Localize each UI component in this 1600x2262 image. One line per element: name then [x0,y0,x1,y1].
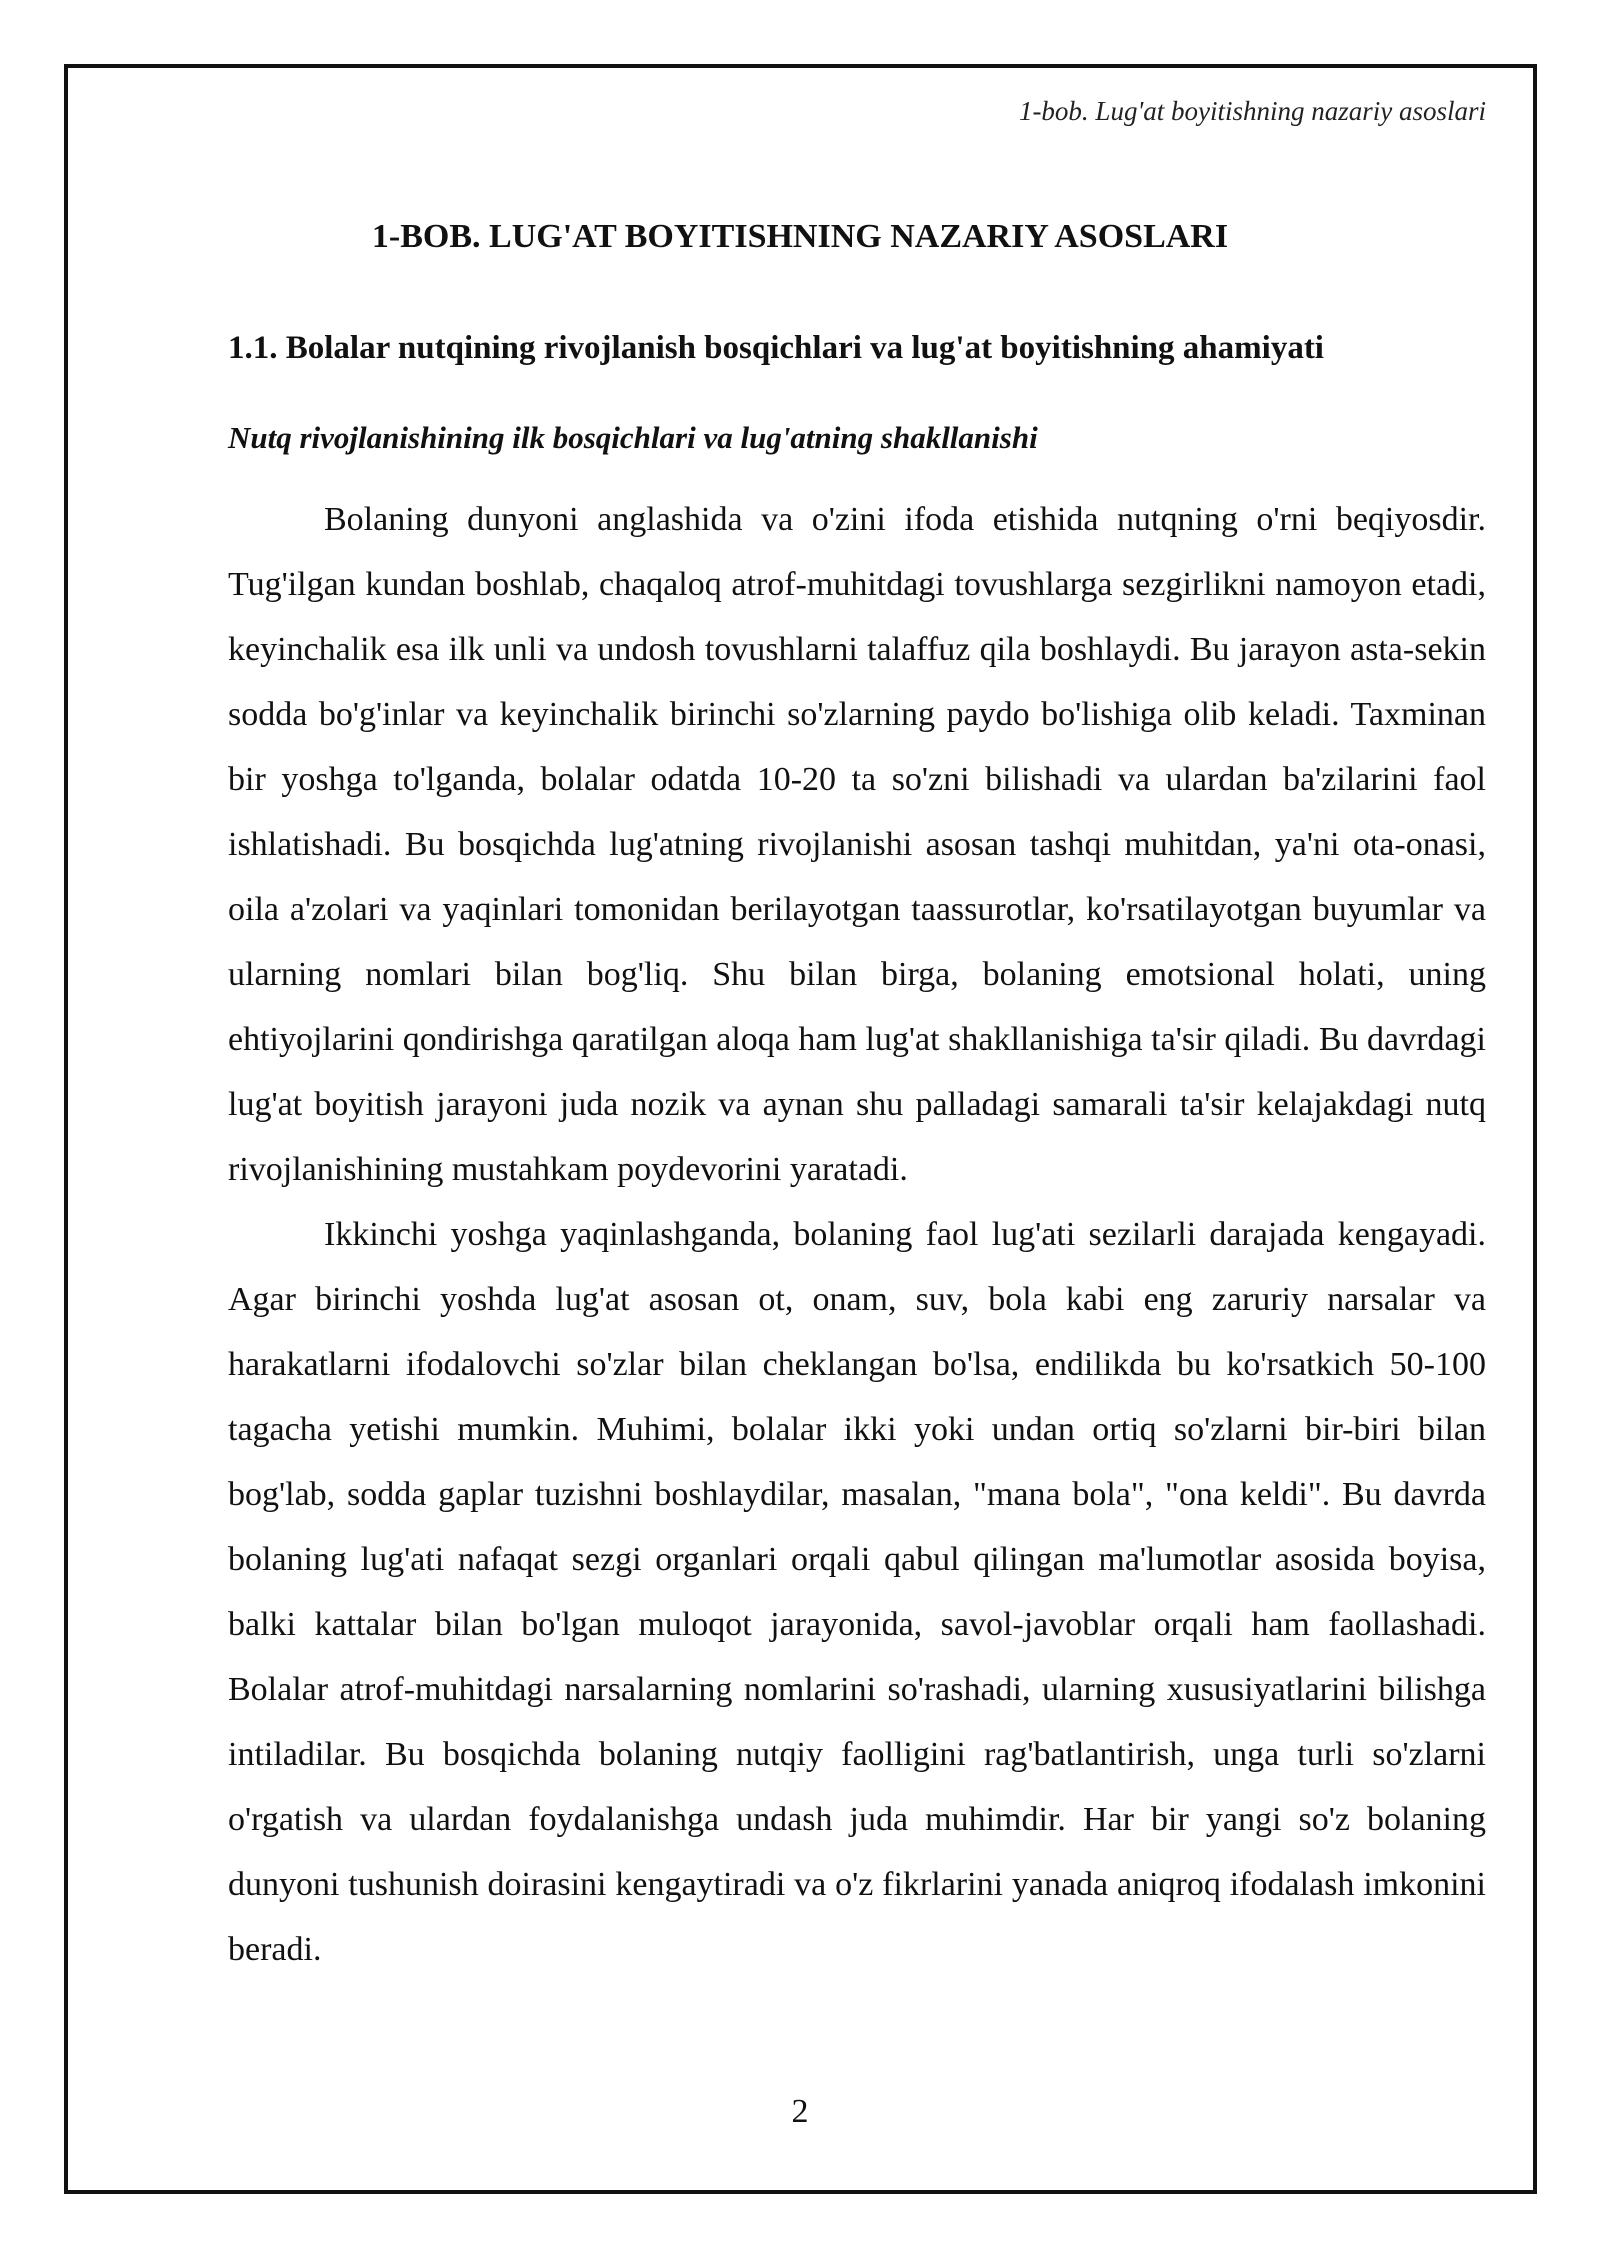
page-number: 2 [791,2093,809,2130]
body-text [228,487,1486,1982]
subsection-title: Nutq rivojlanishining ilk bosqichlari va lug'atning shakllanishi [228,420,1038,455]
body-paragraph: Bolaning dunyoni anglashida va o'zini ifoda etishida nutqning o'rni beqiyosdir. Tug'ilgan kundan boshlab, chaqaloq atrof-muhitdagi tovushlarga sezgirlikni namoyon etadi, keyinchalik esa ilk unli va undosh tovushlarni talaffuz qila boshlaydi. Bu jarayon asta-sekin sodda bo'g'inlar va keyinchalik birinchi so'zlarning paydo bo'lishiga olib keladi. Taxminan bir yoshga to'lganda, bolalar odatda 10-20 ta so'zni bilishadi va ulardan ba'zilarini faol ishlatishadi. Bu bosqichda lug'atning rivojlanishi asosan tashqi muhitdan, ya'ni ota-onasi, oila a'zolari va yaqinlari tomonidan berilayotgan taassurotlar, ko'rsatilayotgan buyumlar va ularning nomlari bilan bog'liq. Shu bilan birga, bolaning emotsional holati, uning ehtiyojlarini qondirishga qaratilgan aloqa ham lug'at shakllanishiga ta'sir qiladi. Bu davrdagi lug'at boyitish jarayoni juda nozik va aynan shu palladagi samarali ta'sir kelajakdagi nutq rivojlanishining mustahkam poydevorini yaratadi. [228,501,1486,1188]
section-title: 1.1. Bolalar nutqining rivojlanish bosqichlari va lug'at boyitishning ahamiyati [228,330,1324,366]
chapter-title: 1-BOB. LUG'AT BOYITISHNING NAZARIY ASOSLARI [371,218,1229,255]
running-header: 1-bob. Lug'at boyitishning nazariy asoslari [1018,96,1486,126]
body-paragraph: Ikkinchi yoshga yaqinlashganda, bolaning faol lug'ati sezilarli darajada kengayadi. Agar birinchi yoshda lug'at asosan ot, onam, suv, bola kabi eng zaruriy narsalar va harakatlarni ifodalovchi so'zlar bilan cheklangan bo'lsa, endilikda bu ko'rsatkich 50-100 tagacha yetishi mumkin. Muhimi, bolalar ikki yoki undan ortiq so'zlarni bir-biri bilan bog'lab, sodda gaplar tuzishni boshlaydilar, masalan, "mana bola", "ona keldi". Bu davrda bolaning lug'ati nafaqat sezgi organlari orqali qabul qilingan ma'lumotlar asosida boyisa, balki kattalar bilan bo'lgan muloqot jarayonida, savol-javoblar orqali ham faollashadi. Bolalar atrof-muhitdagi narsalarning nomlarini so'rashadi, ularning xususiyatlarini bilishga intiladilar. Bu bosqichda bolaning nutqiy faolligini rag'batlantirish, unga turli so'zlarni o'rgatish va ulardan foydalanishga undash juda muhimdir. Har bir yangi so'z bolaning dunyoni tushunish doirasini kengaytiradi va o'z fikrlarini yanada aniqroq ifodalash imkonini beradi. [228,1216,1486,1968]
